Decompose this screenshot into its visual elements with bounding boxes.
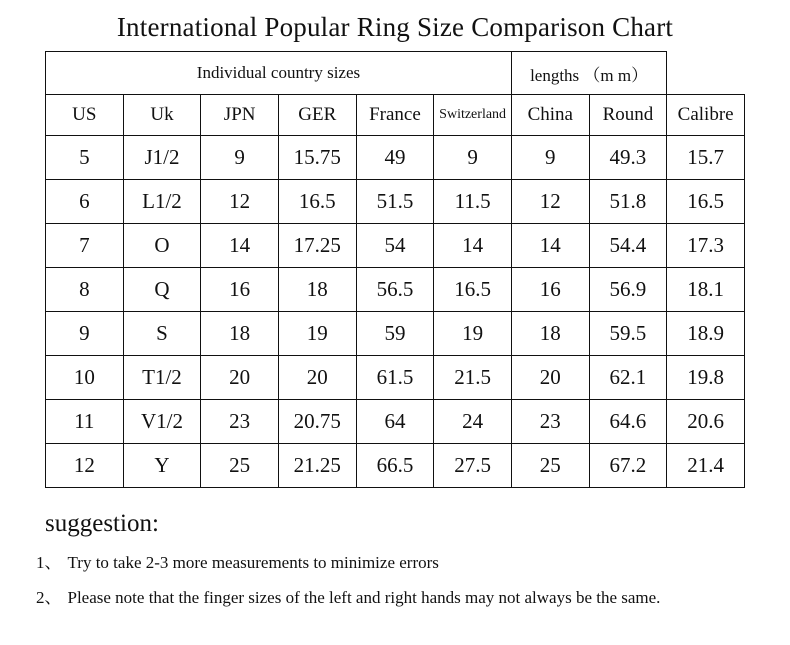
table-column-header-row bbox=[46, 95, 745, 136]
cell-jpn: 23 bbox=[201, 400, 279, 444]
cell-calibre: 21.4 bbox=[667, 444, 745, 488]
cell-us: 11 bbox=[46, 400, 124, 444]
cell-calibre: 20.6 bbox=[667, 400, 745, 444]
cell-us: 7 bbox=[46, 224, 124, 268]
size-table-container bbox=[45, 51, 745, 488]
cell-calibre: 15.7 bbox=[667, 136, 745, 180]
cell-round: 64.6 bbox=[589, 400, 667, 444]
cell-us: 9 bbox=[46, 312, 124, 356]
cell-calibre: 19.8 bbox=[667, 356, 745, 400]
cell-france: 59 bbox=[356, 312, 434, 356]
cell-calibre: 18.1 bbox=[667, 268, 745, 312]
note-number-1: 1、 bbox=[36, 553, 62, 572]
column-header-ger: GER bbox=[278, 95, 356, 136]
column-header-jpn: JPN bbox=[201, 95, 279, 136]
column-header-france: France bbox=[356, 95, 434, 136]
table-row bbox=[46, 444, 745, 488]
cell-calibre: 16.5 bbox=[667, 180, 745, 224]
cell-china: 23 bbox=[511, 400, 589, 444]
cell-round: 56.9 bbox=[589, 268, 667, 312]
cell-ger: 17.25 bbox=[278, 224, 356, 268]
cell-uk: Y bbox=[123, 444, 201, 488]
cell-jpn: 16 bbox=[201, 268, 279, 312]
cell-jpn: 20 bbox=[201, 356, 279, 400]
column-header-uk: Uk bbox=[123, 95, 201, 136]
note-text-2: Please note that the finger sizes of the left and right hands may not always be the same. bbox=[67, 588, 661, 607]
cell-ger: 19 bbox=[278, 312, 356, 356]
cell-china: 16 bbox=[511, 268, 589, 312]
cell-us: 8 bbox=[46, 268, 124, 312]
cell-us: 12 bbox=[46, 444, 124, 488]
cell-uk: O bbox=[123, 224, 201, 268]
group-header-country-sizes: Individual country sizes bbox=[46, 52, 512, 95]
cell-france: 54 bbox=[356, 224, 434, 268]
cell-china: 12 bbox=[511, 180, 589, 224]
cell-uk: Q bbox=[123, 268, 201, 312]
cell-calibre: 18.9 bbox=[667, 312, 745, 356]
cell-china: 9 bbox=[511, 136, 589, 180]
cell-china: 20 bbox=[511, 356, 589, 400]
note-text-1: Try to take 2-3 more measurements to minimize errors bbox=[67, 553, 439, 572]
cell-switzerland: 21.5 bbox=[434, 356, 512, 400]
cell-china: 18 bbox=[511, 312, 589, 356]
page-title: International Popular Ring Size Comparison Chart bbox=[116, 12, 674, 42]
cell-ger: 16.5 bbox=[278, 180, 356, 224]
column-header-round: Round bbox=[589, 95, 667, 136]
cell-france: 64 bbox=[356, 400, 434, 444]
cell-uk: V1/2 bbox=[123, 400, 201, 444]
table-body bbox=[46, 52, 745, 488]
table-row bbox=[46, 224, 745, 268]
table-row bbox=[46, 180, 745, 224]
column-header-china: China bbox=[511, 95, 589, 136]
cell-us: 6 bbox=[46, 180, 124, 224]
ring-size-chart-page bbox=[0, 12, 790, 645]
table-group-header-row bbox=[46, 52, 745, 95]
column-header-calibre: Calibre bbox=[667, 95, 745, 136]
table-row bbox=[46, 268, 745, 312]
cell-ger: 20 bbox=[278, 356, 356, 400]
note-number-2: 2、 bbox=[36, 588, 62, 607]
column-header-us: US bbox=[46, 95, 124, 136]
cell-france: 51.5 bbox=[356, 180, 434, 224]
group-header-lengths: lengths （m m） bbox=[511, 52, 666, 95]
cell-switzerland: 9 bbox=[434, 136, 512, 180]
cell-france: 66.5 bbox=[356, 444, 434, 488]
cell-jpn: 12 bbox=[201, 180, 279, 224]
cell-switzerland: 16.5 bbox=[434, 268, 512, 312]
column-header-switzerland: Switzerland bbox=[434, 95, 512, 136]
table-row bbox=[46, 356, 745, 400]
cell-france: 49 bbox=[356, 136, 434, 180]
cell-china: 25 bbox=[511, 444, 589, 488]
table-row bbox=[46, 312, 745, 356]
cell-ger: 15.75 bbox=[278, 136, 356, 180]
cell-ger: 20.75 bbox=[278, 400, 356, 444]
cell-uk: J1/2 bbox=[123, 136, 201, 180]
cell-ger: 18 bbox=[278, 268, 356, 312]
cell-switzerland: 24 bbox=[434, 400, 512, 444]
cell-us: 5 bbox=[46, 136, 124, 180]
cell-jpn: 9 bbox=[201, 136, 279, 180]
cell-jpn: 18 bbox=[201, 312, 279, 356]
cell-switzerland: 14 bbox=[434, 224, 512, 268]
suggestion-note-2 bbox=[36, 583, 790, 608]
table-row bbox=[46, 400, 745, 444]
cell-france: 61.5 bbox=[356, 356, 434, 400]
cell-switzerland: 27.5 bbox=[434, 444, 512, 488]
cell-round: 59.5 bbox=[589, 312, 667, 356]
cell-us: 10 bbox=[46, 356, 124, 400]
cell-jpn: 14 bbox=[201, 224, 279, 268]
cell-round: 67.2 bbox=[589, 444, 667, 488]
cell-calibre: 17.3 bbox=[667, 224, 745, 268]
ring-size-table bbox=[45, 51, 745, 488]
cell-uk: S bbox=[123, 312, 201, 356]
cell-ger: 21.25 bbox=[278, 444, 356, 488]
cell-round: 54.4 bbox=[589, 224, 667, 268]
suggestion-heading: suggestion: bbox=[45, 510, 159, 537]
suggestion-note-1 bbox=[36, 548, 790, 573]
table-row bbox=[46, 136, 745, 180]
cell-uk: T1/2 bbox=[123, 356, 201, 400]
cell-switzerland: 11.5 bbox=[434, 180, 512, 224]
cell-france: 56.5 bbox=[356, 268, 434, 312]
cell-switzerland: 19 bbox=[434, 312, 512, 356]
cell-uk: L1/2 bbox=[123, 180, 201, 224]
cell-round: 51.8 bbox=[589, 180, 667, 224]
cell-round: 49.3 bbox=[589, 136, 667, 180]
cell-china: 14 bbox=[511, 224, 589, 268]
cell-jpn: 25 bbox=[201, 444, 279, 488]
cell-round: 62.1 bbox=[589, 356, 667, 400]
